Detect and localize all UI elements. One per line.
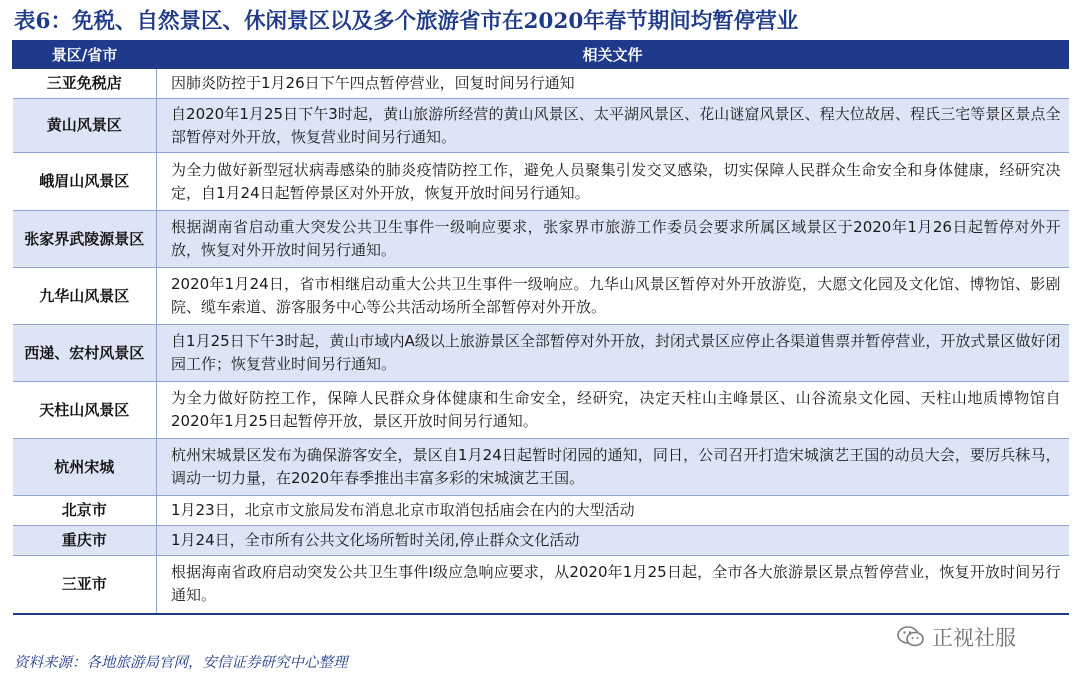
row-name: 三亚市 [13, 556, 157, 614]
closure-table [12, 40, 1069, 615]
row-text: 根据海南省政府启动突发公共卫生事件I级应急响应要求，从2020年1月25日起，全市各大旅游景区景点暂停营业，恢复开放时间另行通知。 [157, 556, 1069, 614]
table-header-row [13, 41, 1069, 69]
row-text: 为全力做好防控工作，保障人民群众身体健康和生命安全，经研究，决定天柱山主峰景区、山谷流泉文化园、天柱山地质博物馆自2020年1月25日起暂停开放，景区开放时间另行通知。 [157, 382, 1069, 439]
watermark-text: 正视社服 [932, 626, 1016, 650]
row-name: 九华山风景区 [13, 268, 157, 325]
row-name: 峨眉山风景区 [13, 153, 157, 211]
table-row [13, 439, 1069, 496]
row-text: 因肺炎防控于1月26日下午四点暂停营业，回复时间另行通知 [157, 69, 1069, 99]
row-name: 西递、宏村风景区 [13, 325, 157, 382]
row-name: 重庆市 [13, 526, 157, 556]
row-name: 北京市 [13, 496, 157, 526]
wechat-icon [896, 624, 926, 650]
source-note: 资料来源：各地旅游局官网，安信证券研究中心整理 [14, 655, 348, 671]
row-name: 张家界武陵源景区 [13, 211, 157, 268]
row-text: 根据湖南省启动重大突发公共卫生事件一级响应要求，张家界市旅游工作委员会要求所属区域景区于2020年1月26日起暂停对外开放，恢复对外开放时间另行通知。 [157, 211, 1069, 268]
row-text: 1月23日，北京市文旅局发布消息北京市取消包括庙会在内的大型活动 [157, 496, 1069, 526]
table-row [13, 382, 1069, 439]
watermark [896, 622, 1016, 652]
table-row [13, 496, 1069, 526]
header-documents: 相关文件 [157, 41, 1069, 69]
header-scenic-area: 景区/省市 [13, 41, 157, 69]
table-row [13, 268, 1069, 325]
table-row [13, 99, 1069, 153]
table-row [13, 325, 1069, 382]
row-name: 三亚免税店 [13, 69, 157, 99]
row-text: 杭州宋城景区发布为确保游客安全，景区自1月24日起暂时闭园的通知，同日，公司召开打造宋城演艺王国的动员大会，要厉兵秣马，调动一切力量，在2020年春季推出丰富多彩的宋城演艺王国。 [157, 439, 1069, 496]
row-text: 1月24日，全市所有公共文化场所暂时关闭,停止群众文化活动 [157, 526, 1069, 556]
row-text: 为全力做好新型冠状病毒感染的肺炎疫情防控工作，避免人员聚集引发交叉感染，切实保障人民群众生命安全和身体健康，经研究决定，自1月24日起暂停景区对外开放，恢复开放时间另行通知。 [157, 153, 1069, 211]
table-row [13, 211, 1069, 268]
table-row [13, 556, 1069, 614]
row-name: 天柱山风景区 [13, 382, 157, 439]
table-row [13, 153, 1069, 211]
table-title: 表6：免税、自然景区、休闲景区以及多个旅游省市在2020年春节期间均暂停营业 [14, 9, 799, 34]
row-name: 黄山风景区 [13, 99, 157, 153]
row-text: 2020年1月24日，省市相继启动重大公共卫生事件一级响应。九华山风景区暂停对外开放游览，大愿文化园及文化馆、博物馆、影剧院、缆车索道、游客服务中心等公共活动场所全部暂停对外开放。 [157, 268, 1069, 325]
row-text: 自2020年1月25日下午3时起，黄山旅游所经营的黄山风景区、太平湖风景区、花山谜窟风景区、程大位故居、程氏三宅等景区景点全部暂停对外开放，恢复营业时间另行通知。 [157, 99, 1069, 153]
row-text: 自1月25日下午3时起，黄山市域内A级以上旅游景区全部暂停对外开放，封闭式景区应停止各渠道售票并暂停营业，开放式景区做好闭园工作；恢复营业时间另行通知。 [157, 325, 1069, 382]
table-row [13, 69, 1069, 99]
row-name: 杭州宋城 [13, 439, 157, 496]
table-row [13, 526, 1069, 556]
